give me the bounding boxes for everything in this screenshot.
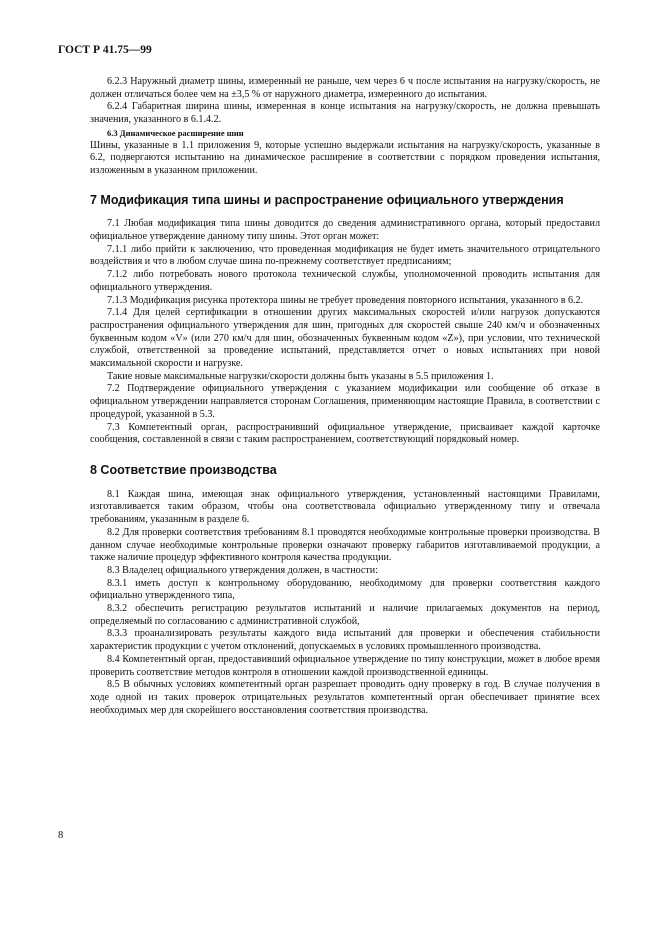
paragraph-8-1: 8.1 Каждая шина, имеющая знак официального утверждения, установленный настоящими Правилами, изготавливается таким образом, чтобы она соответствовала официально утвержденному типу и отвечала требованиям, указанным в разделе 6. [90,488,600,526]
paragraph-8-3: 8.3 Владелец официального утверждения должен, в частности: [107,564,378,576]
paragraph-6-3: Шины, указанные в 1.1 приложения 9, которые успешно выдержали испытания на нагрузку/скорость, указанные в 6.2, подвергаются испытанию на динамическое расширение в соответствии с порядком проведения испытания, изложенным в указанном приложении. [90,139,600,176]
page-number: 8 [58,830,64,841]
section-7-heading: 7 Модификация типа шины и распространение официального утверждения [90,192,564,207]
paragraph-8-5: 8.5 В обычных условиях компетентный орган разрешает проводить одну проверку в год. В случае получения в ходе одной из таких проверок отрицательных результатов компетентный орган обеспечивает принятие всех необходимых мер для скорейшего восстановления соответствия производства. [90,679,600,716]
paragraph-7-1-4-note: Такие новые максимальные нагрузки/скорости должны быть указаны в 5.5 приложения 1. [107,370,494,382]
paragraph-8-2: 8.2 Для проверки соответствия требованиям 8.1 проводятся необходимые контрольные проверки производства. В данном случае необходимые контрольные проверки означают проверку габаритов изготавливаемой продукции, а также наличие процедур эффективного контроля качества продукции. [90,526,600,564]
paragraph-7-1: 7.1 Любая модификация типа шины доводится до сведения административного органа, который предоставил официальное утверждение данному типу шины. Этот орган может: [90,218,600,243]
paragraph-8-3-2: 8.3.2 обеспечить регистрацию результатов испытаний и наличие прилагаемых документов на период, определяемый по согласованию с административной службой, [90,603,600,627]
section-8-heading: 8 Соответствие производства [90,462,277,477]
paragraph-8-3-3: 8.3.3 проанализировать результаты каждого вида испытаний для проверки и обеспечения стабильности характеристик продукции с учетом отклонений, допускаемых в условиях промышленного производства. [90,628,600,653]
subheading-6-3: 6.3 Динамическое расширение шин [107,127,244,138]
paragraph-6-2-4: 6.2.4 Габаритная ширина шины, измеренная в конце испытания на нагрузку/скорость, не должна превышать значения, указанного в 6.1.4.2. [90,101,600,126]
paragraph-7-1-2: 7.1.2 либо потребовать нового протокола технической службы, уполномоченной проводить испытания для официального утверждения. [90,269,600,293]
paragraph-7-3: 7.3 Компетентный орган, распространивший официальное утверждение, присваивает каждой карточке сообщения, составленной в связи с таким распространением, соответствующий порядковый номер. [90,421,600,446]
document-header: ГОСТ Р 41.75—99 [58,44,152,56]
document-body [90,76,600,717]
paragraph-8-3-1: 8.3.1 иметь доступ к контрольному оборудованию, необходимому для проверки соответствия каждого официально утвержденного типа, [90,577,600,602]
paragraph-7-1-1: 7.1.1 либо прийти к заключению, что проведенная модификация не будет иметь значительного отрицательного воздействия и что в любом случае шина по-прежнему соответствует предписаниям; [90,243,600,268]
paragraph-7-2: 7.2 Подтверждение официального утверждения с указанием модификации или сообщение об отказе в официальном утверждении направляется сторонам Соглашения, применяющим настоящие Правила, в соответствии с процедурой, указанной в 5.3. [90,383,600,420]
paragraph-7-1-4: 7.1.4 Для целей сертификации в отношении других максимальных скоростей и/или нагрузок допускаются распространения официального утверждения для шин, пригодных для скоростей свыше 240 км/ч и обозначенных буквенным кодом «V» (или 270 км/ч для шин, обозначенных буквенным кодом «Z»), при условии, что технической службой, ответственной за проведение испытаний, представляется отчет о новых испытаниях при новой максимальной скорости и нагрузке. [90,307,600,370]
paragraph-7-1-3: 7.1.3 Модификация рисунка протектора шины не требует проведения повторного испытания, указанного в 6.2. [107,294,584,306]
paragraph-8-4: 8.4 Компетентный орган, предоставивший официальное утверждение по типу конструкции, может в любое время проверить соответствие методов контроля в отношении каждой производственной единицы. [90,653,600,678]
paragraph-6-2-3: 6.2.3 Наружный диаметр шины, измеренный не раньше, чем через 6 ч после испытания на нагрузку/скорость, не должен отличаться более чем на ±3,5 % от наружного диаметра, измеренного до испытания. [90,76,600,100]
